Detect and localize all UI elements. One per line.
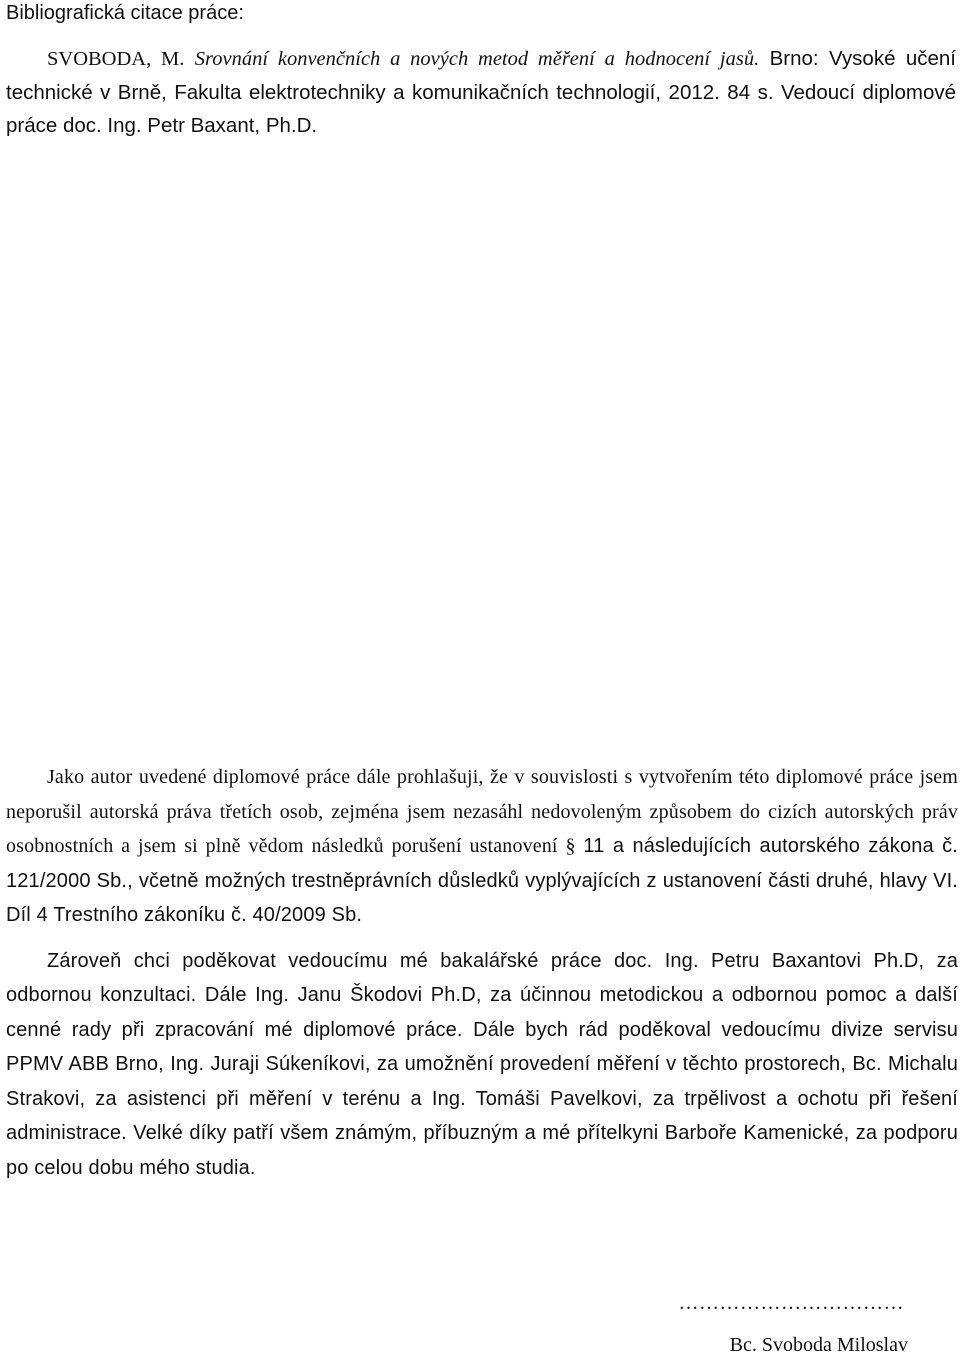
section-symbol: §: [565, 835, 576, 857]
declaration-text-part-1: Jako autor uvedené diplomové práce dále prohlašuji, že v souvislosti s vytvořením této diplomové práce jsem neporušil autorská práva třetích osob, zejména jsem nezasáhl nedovoleným způsobem do cizích autorských práv osobnostních a jsem si plně vědom následků porušení ustanovení: [6, 766, 958, 857]
signature-block: [678, 1290, 908, 1358]
citation-title: Srovnání konvenčních a nových metod měření a hodnocení jasů.: [194, 48, 760, 70]
declaration-section: [6, 760, 958, 1185]
citation-author: SVOBODA, M.: [47, 48, 185, 70]
signature-line: ……………………………: [678, 1292, 904, 1314]
declaration-text-part-2: 11 a následujících autorského zákona č. 121/2000 Sb.: [6, 835, 958, 892]
copyright-declaration-paragraph: [6, 760, 958, 933]
declaration-text-part-3: , včetně možných trestněprávních důsledků vyplývajících z ustanovení části druhé, hlavy VI. Díl 4 Trestního zákoníku č. 40/2009 Sb.: [6, 869, 959, 926]
bibliographic-citation: [6, 42, 956, 142]
citation-heading: Bibliografická citace práce:: [6, 2, 244, 24]
citation-publication-details: Brno: Vysoké učení technické v Brně, Fakulta elektrotechniky a komunikačních technologií, 2012. 84 s. Vedoucí diplomové práce doc. Ing. Petr Baxant, Ph.D.: [6, 47, 956, 137]
signature-name: Bc. Svoboda Miloslav: [729, 1334, 908, 1356]
acknowledgement-paragraph: Zároveň chci poděkovat vedoucímu mé bakalářské práce doc. Ing. Petru Baxantovi Ph.D, za odbornou konzultaci. Dále Ing. Janu Škodovi Ph.D, za účinnou metodickou a odbornou pomoc a další cenné rady při zpracování mé diplomové práce. Dále bych rád poděkoval vedoucímu divize servisu PPMV ABB Brno, Ing. Juraji Súkeníkovi, za umožnění provedení měření v těchto prostorech, Bc. Michalu Strakovi, za asistenci při měření v terénu a Ing. Tomáši Pavelkovi, za trpělivost a ochotu při řešení administrace. Velké díky patří všem známým, příbuzným a mé přítelkyni Barboře Kamenické, za podporu po celou dobu mého studia.: [6, 949, 958, 1179]
